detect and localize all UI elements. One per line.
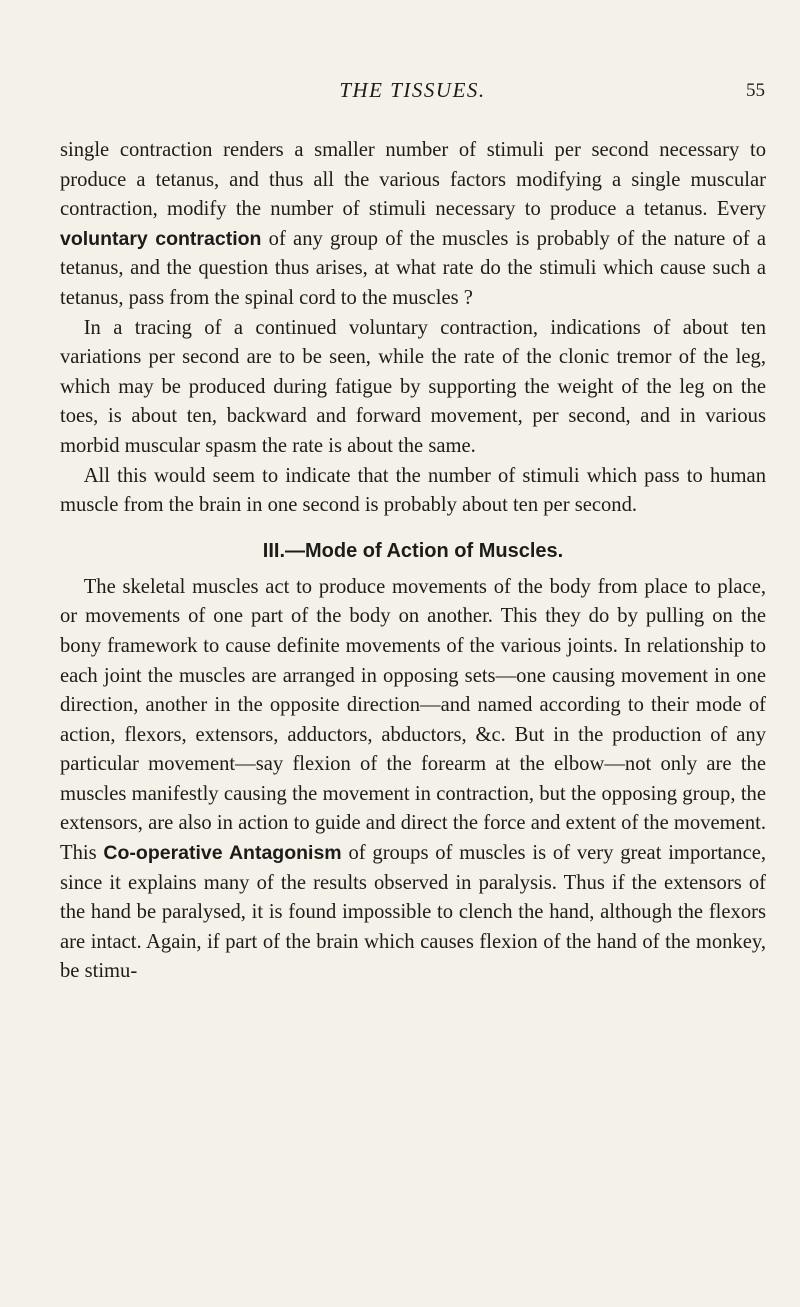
text-run: of groups of muscles is of very great importance, since it explains many of the results observed in paralysis. Thus if the extensors of the hand be paralysed, it is found impossible to clench the hand, although the flexors are intact. Again, if part of the brain which causes flexion of the hand of the monkey, be stimu- (60, 842, 766, 983)
bold-term-voluntary-contraction: voluntary contraction (60, 227, 262, 250)
paragraph-stimuli-rate: All this would seem to indicate that the number of stimuli which pass to human muscle from the brain in one second is probably about ten per second. (60, 464, 766, 517)
page-number: 55 (746, 80, 765, 101)
text-run: The skeletal muscles act to produce movements of the body from place to place, or movements of one part of the body on another. This they do by pulling on the bony framework to cause definite movements of the various joints. In relationship to each joint the muscles are arranged in opposing sets—one causing movement in one direction, another in the opposite direction—and named according to their mode of action, flexors, extensors, adductors, abductors, &c. But in the production of any particular movement—say flexion of the forearm at the elbow—not only are the muscles manifestly causing the movement in contraction, but the opposing group, the extensors, are also in action to guide and direct the force and extent of the movement. This (60, 575, 766, 865)
page-header (60, 78, 765, 110)
section-heading: III.—Mode of Action of Muscles. (262, 539, 564, 562)
text-run: of any group of the muscles is probably of the nature of a tetanus, and the question thus arises, at what rate do the stimuli which cause such a tetanus, pass from the spinal cord to the muscles ? (60, 227, 766, 309)
bold-term-co-operative-antagonism: Co-operative Antagonism (103, 842, 342, 865)
paragraph-mode-of-action (60, 573, 766, 987)
running-title: THE TISSUES. (339, 78, 486, 102)
text-run: single contraction renders a smaller number of stimuli per second necessary to produce a tetanus, and thus all the various factors modifying a single muscular contraction, modify the number of stimuli necessary to produce a tetanus. Every (60, 139, 766, 221)
paragraph-tracing: In a tracing of a continued voluntary contraction, indications of about ten variations per second are to be seen, while the rate of the clonic tremor of the leg, which may be produced during fatigue by supporting the weight of the leg on the toes, is about ten, backward and forward movement, per second, and in various morbid muscular spasm the rate is about the same. (60, 316, 766, 457)
paragraph-voluntary-contraction (60, 136, 766, 314)
body-text (60, 136, 766, 987)
